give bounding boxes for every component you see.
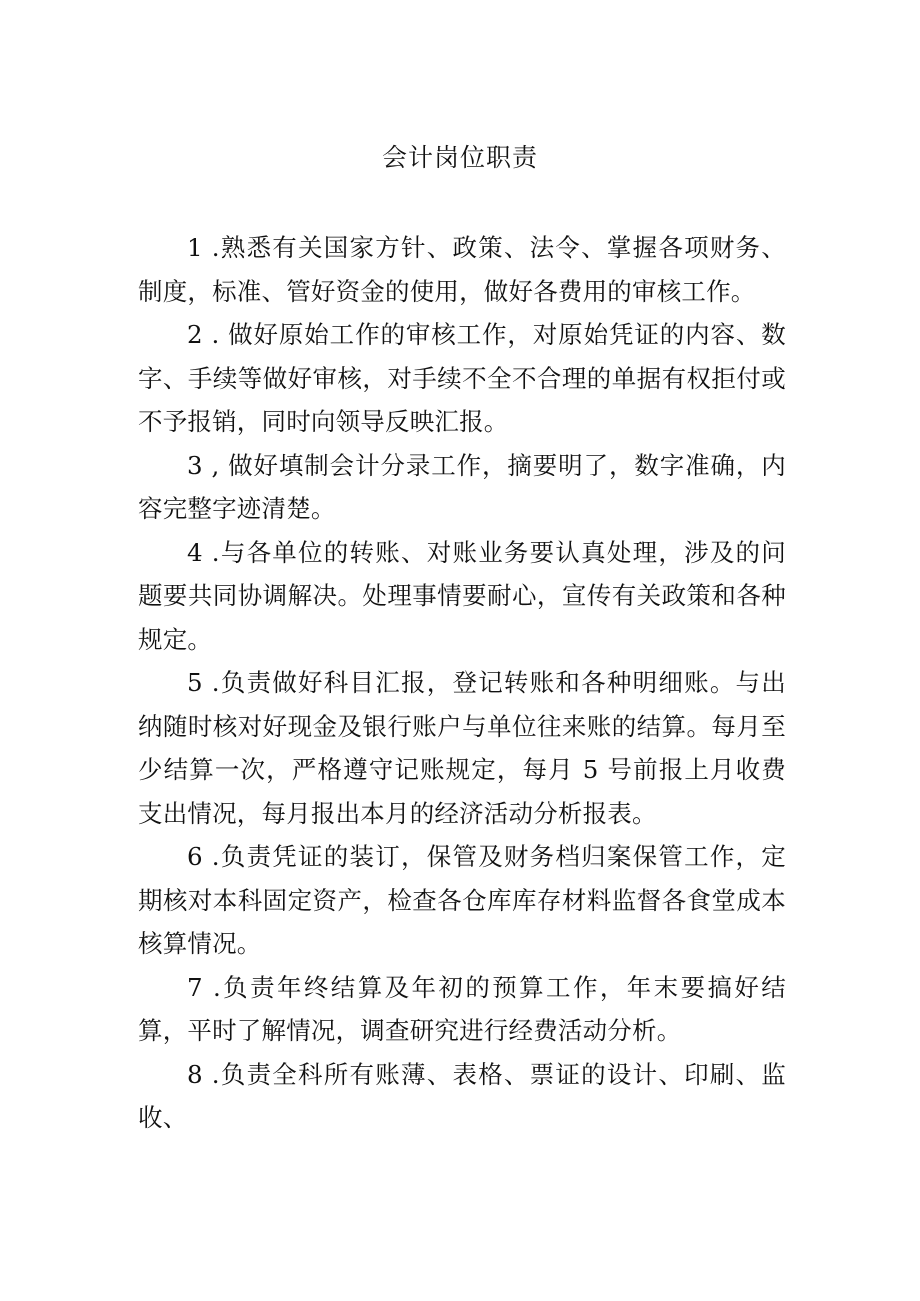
paragraph-2: 2 . 做好原始工作的审核工作，对原始凭证的内容、数字、手续等做好审核，对手续不全不合理的单据有权拒付或不予报销，同时向领导反映汇报。 [138, 320, 786, 436]
paragraph-6: 6 .负责凭证的装订，保管及财务档归案保管工作，定期核对本科固定资产，检查各仓库库存材料监督各食堂成本核算情况。 [138, 842, 786, 958]
paragraph-7: 7 .负责年终结算及年初的预算工作，年末要搞好结算，平时了解情况，调查研究进行经费活动分析。 [138, 972, 786, 1045]
paragraph-1: 1 .熟悉有关国家方针、政策、法令、掌握各项财务、制度，标准、管好资金的使用，做好各费用的审核工作。 [138, 233, 786, 306]
paragraph-8: 8 .负责全科所有账薄、表格、票证的设计、印刷、监收、 [138, 1059, 786, 1132]
document-title: 会计岗位职责 [381, 143, 538, 172]
document-body [138, 226, 786, 1140]
paragraph-3: 3 , 做好填制会计分录工作，摘要明了，数字准确，内容完整字迹清楚。 [138, 450, 786, 523]
paragraph-5: 5 .负责做好科目汇报，登记转账和各种明细账。与出纳随时核对好现金及银行账户与单位往来账的结算。每月至少结算一次，严格遵守记账规定，每月 5 号前报上月收费支出情况，每月报出本月的经济活动分析报表。 [138, 668, 786, 828]
paragraph-4: 4 .与各单位的转账、对账业务要认真处理，涉及的问题要共同协调解决。处理事情要耐心，宣传有关政策和各种规定。 [138, 537, 786, 654]
